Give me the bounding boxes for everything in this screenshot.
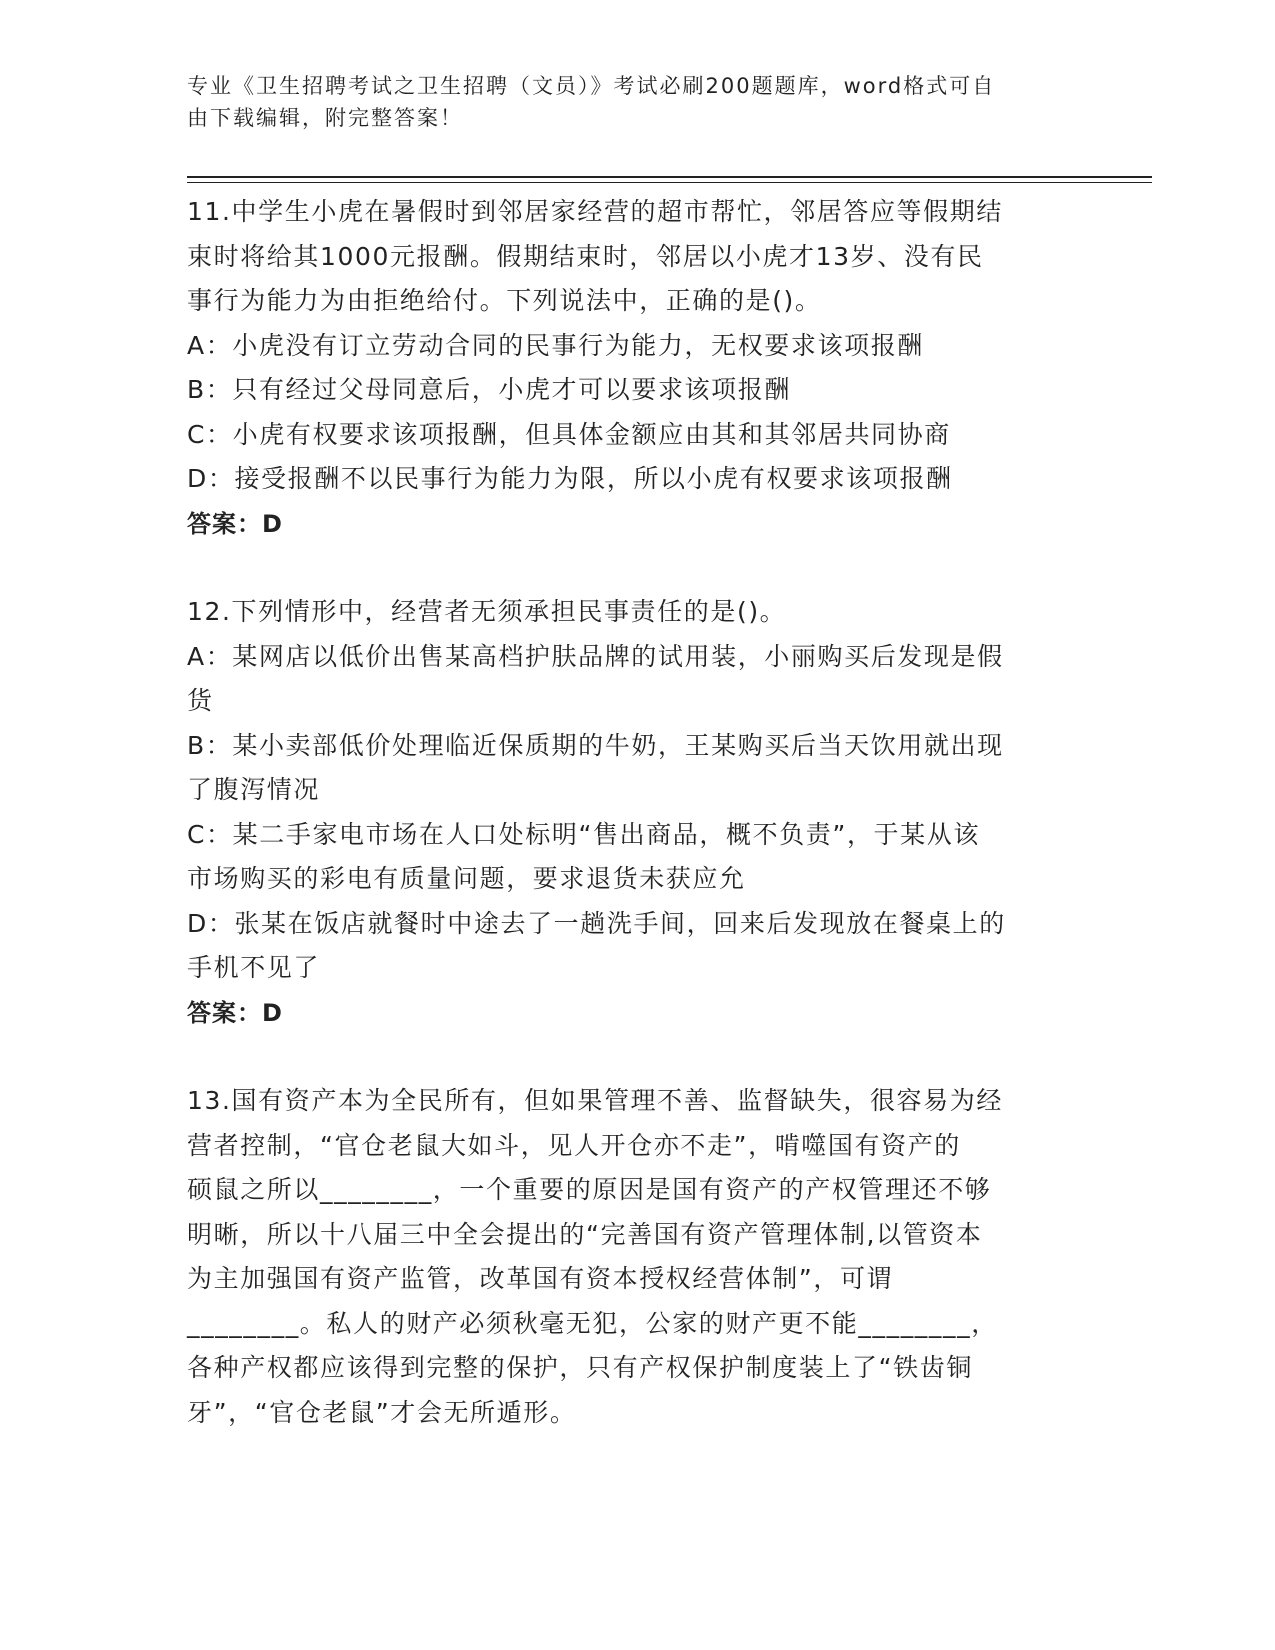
answer-label: 答案：D (187, 509, 283, 538)
option-line: C：小虎有权要求该项报酬，但具体金额应由其和其邻居共同协商 (187, 419, 951, 449)
option-line: 手机不见了 (187, 953, 321, 982)
question-stem (187, 190, 1077, 324)
stem-line: 束时将给其1000元报酬。假期结束时，邻居以小虎才13岁、没有民 (187, 241, 984, 271)
option-a (187, 635, 1077, 724)
option-d (187, 902, 1077, 991)
option-line: A：某网店以低价出售某高档护肤品牌的试用装，小丽购买后发现是假 (187, 641, 1004, 671)
stem-line: 各种产权都应该得到完整的保护，只有产权保护制度装上了“铁齿铜 (187, 1353, 973, 1382)
stem-line: 事行为能力为由拒绝给付。下列说法中，正确的是()。 (187, 286, 822, 315)
option-line: D：张某在饭店就餐时中途去了一趟洗手间，回来后发现放在餐桌上的 (187, 908, 1006, 938)
option-line: 了腹泻情况 (187, 775, 321, 804)
question-13 (187, 1079, 1077, 1435)
option-line: C：某二手家电市场在人口处标明“售出商品，概不负责”，于某从该 (187, 819, 980, 849)
question-list (187, 190, 1077, 1435)
question-12 (187, 590, 1077, 1035)
stem-line: 12.下列情形中，经营者无须承担民事责任的是()。 (187, 597, 787, 626)
option-b (187, 368, 1077, 413)
question-11 (187, 190, 1077, 546)
header-divider-thick (187, 176, 1152, 178)
answer-label: 答案：D (187, 998, 283, 1027)
option-line: A：小虎没有订立劳动合同的民事行为能力，无权要求该项报酬 (187, 330, 924, 360)
option-a (187, 324, 1077, 369)
stem-line: 硕鼠之所以________，一个重要的原因是国有资产的产权管理还不够 (187, 1175, 992, 1204)
option-b (187, 724, 1077, 813)
header-line-2: 由下载编辑，附完整答案！ (187, 106, 463, 130)
stem-line: 明晰，所以十八届三中全会提出的“完善国有资产管理体制,以管资本 (187, 1219, 983, 1249)
option-c (187, 813, 1077, 902)
option-line: B：只有经过父母同意后，小虎才可以要求该项报酬 (187, 375, 791, 404)
stem-line: 牙”，“官仓老鼠”才会无所遁形。 (187, 1397, 577, 1427)
option-c (187, 413, 1077, 458)
question-stem (187, 1079, 1077, 1435)
header-divider-thin (187, 182, 1152, 183)
option-line: 市场购买的彩电有质量问题，要求退货未获应允 (187, 864, 746, 893)
header-line-1: 专业《卫生招聘考试之卫生招聘（文员）》考试必刷200题题库，word格式可自 (187, 74, 996, 98)
stem-line: 13.国有资产本为全民所有，但如果管理不善、监督缺失，很容易为经 (187, 1086, 1003, 1115)
option-line: B：某小卖部低价处理临近保质期的牛奶，王某购买后当天饮用就出现 (187, 730, 1004, 760)
option-line: D：接受报酬不以民事行为能力为限，所以小虎有权要求该项报酬 (187, 464, 953, 493)
question-stem (187, 590, 1077, 635)
stem-line: 营者控制，“官仓老鼠大如斗，见人开仓亦不走”，啃噬国有资产的 (187, 1130, 961, 1160)
stem-line: 为主加强国有资产监管，改革国有资本授权经营体制”，可谓 (187, 1264, 894, 1293)
option-d (187, 457, 1077, 502)
stem-line: 11.中学生小虎在暑假时到邻居家经营的超市帮忙，邻居答应等假期结 (187, 197, 1003, 226)
stem-line: ________。私人的财产必须秋毫无犯，公家的财产更不能________， (187, 1308, 998, 1338)
option-line: 货 (187, 686, 214, 715)
document-header (187, 70, 1067, 134)
